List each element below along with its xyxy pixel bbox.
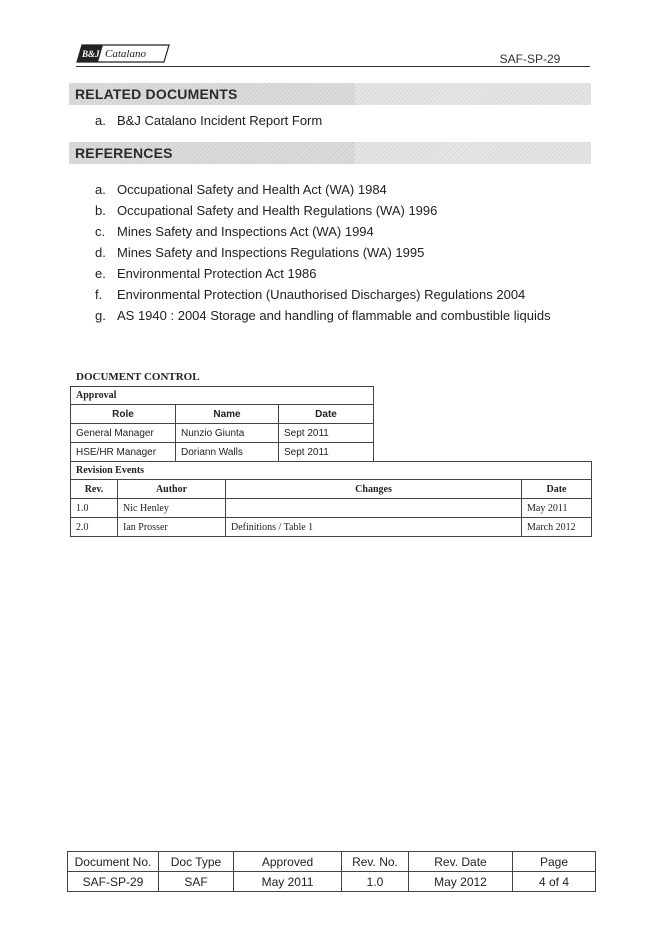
column-header: Rev. No. [342,852,409,872]
column-header: Author [118,480,226,499]
reference-item: e. Environmental Protection Act 1986 [95,266,317,281]
table-cell: SAF-SP-29 [68,872,159,892]
column-header: Role [71,405,176,424]
related-documents-heading-bar [69,83,591,105]
table-row [71,518,592,537]
table-cell [226,499,522,518]
footer-table [67,851,596,892]
column-header: Doc Type [159,852,234,872]
approval-caption: Approval [71,387,374,405]
table-cell: Nunzio Giunta [176,424,279,443]
table-row [68,872,596,892]
table-cell: SAF [159,872,234,892]
document-code: SAF-SP-29 [499,52,561,66]
company-logo [76,44,170,63]
column-header: Name [176,405,279,424]
table-cell: Ian Prosser [118,518,226,537]
reference-item: b. Occupational Safety and Health Regulations (WA) 1996 [95,203,438,218]
column-header: Date [279,405,374,424]
table-row [71,443,374,462]
approval-table [70,386,374,462]
column-header: Changes [226,480,522,499]
column-header: Rev. Date [409,852,513,872]
column-header: Date [522,480,592,499]
reference-item: g. AS 1940 : 2004 Storage and handling of flammable and combustible liquids [95,308,551,323]
table-row [71,499,592,518]
table-cell: Doriann Walls [176,443,279,462]
table-cell: General Manager [71,424,176,443]
table-cell: March 2012 [522,518,592,537]
svg-text:B&J: B&J [82,49,100,59]
related-documents-heading: RELATED DOCUMENTS [75,86,238,102]
revision-events-table [70,461,592,537]
table-cell: Sept 2011 [279,443,374,462]
table-cell: May 2011 [522,499,592,518]
table-cell: 1.0 [342,872,409,892]
references-heading: REFERENCES [75,145,173,161]
table-cell: 1.0 [71,499,118,518]
reference-item: f. Environmental Protection (Unauthorised Discharges) Regulations 2004 [95,287,526,302]
document-control-title: DOCUMENT CONTROL [76,371,200,383]
reference-item: d. Mines Safety and Inspections Regulations (WA) 1995 [95,245,425,260]
revision-caption: Revision Events [71,462,592,480]
column-header: Page [513,852,596,872]
svg-text:Catalano: Catalano [105,48,146,60]
header-divider [76,66,590,67]
reference-item: c. Mines Safety and Inspections Act (WA) 1994 [95,224,374,239]
table-cell: May 2012 [409,872,513,892]
table-cell: 4 of 4 [513,872,596,892]
column-header: Approved [234,852,342,872]
table-row [68,852,596,872]
column-header: Document No. [68,852,159,872]
table-cell: May 2011 [234,872,342,892]
table-cell: HSE/HR Manager [71,443,176,462]
references-heading-bar [69,142,591,164]
table-cell: 2.0 [71,518,118,537]
table-cell: Nic Henley [118,499,226,518]
table-cell: Sept 2011 [279,424,374,443]
table-cell: Definitions / Table 1 [226,518,522,537]
column-header: Rev. [71,480,118,499]
table-row [71,424,374,443]
reference-item: a. Occupational Safety and Health Act (WA) 1984 [95,182,387,197]
related-document-item: a. B&J Catalano Incident Report Form [95,113,323,128]
